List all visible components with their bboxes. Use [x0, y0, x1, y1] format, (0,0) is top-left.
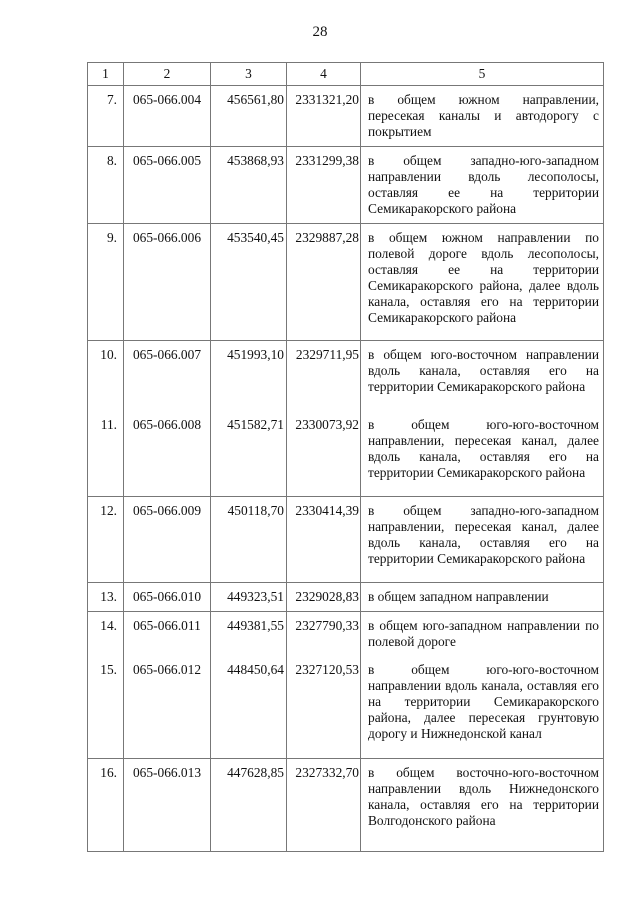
- point-code: 065-066.013: [124, 758, 211, 851]
- header-col-4: 4: [287, 63, 361, 86]
- direction-description: в общем западно-юго-западном направлении вдоль лесополосы, оставляя ее на территории Семикаракорского района: [361, 147, 604, 224]
- row-number: 10.: [88, 341, 124, 411]
- coord-x: 456561,80: [211, 86, 287, 147]
- row-number: 9.: [88, 224, 124, 341]
- coord-y: 2327332,70: [287, 758, 361, 851]
- point-code: 065-066.004: [124, 86, 211, 147]
- point-code: 065-066.009: [124, 497, 211, 583]
- table-row: [88, 656, 604, 758]
- header-col-1: 1: [88, 63, 124, 86]
- header-col-2: 2: [124, 63, 211, 86]
- point-code: 065-066.012: [124, 656, 211, 758]
- coord-y: 2329887,28: [287, 224, 361, 341]
- table-row: [88, 583, 604, 612]
- coord-x: 448450,64: [211, 656, 287, 758]
- page-number: 28: [312, 24, 328, 40]
- boundary-points-table: [87, 62, 604, 852]
- direction-description: в общем восточно-юго-восточном направлении вдоль Нижнедонского канала, оставляя его на территории Волгодонского района: [361, 758, 604, 851]
- row-number: 7.: [88, 86, 124, 147]
- coord-x: 449323,51: [211, 583, 287, 612]
- table-row: [88, 86, 604, 147]
- row-number: 15.: [88, 656, 124, 758]
- direction-description: в общем западно-юго-западном направлении, пересекая канал, далее вдоль канала, оставляя его на территории Семикаракорского района: [361, 497, 604, 583]
- point-code: 065-066.008: [124, 411, 211, 497]
- coord-x: 447628,85: [211, 758, 287, 851]
- table-row: [88, 758, 604, 851]
- coord-y: 2331299,38: [287, 147, 361, 224]
- point-code: 065-066.007: [124, 341, 211, 411]
- table-header-row: [88, 63, 604, 86]
- direction-description: в общем западном направлении: [361, 583, 604, 612]
- point-code: 065-066.006: [124, 224, 211, 341]
- table-row: [88, 341, 604, 411]
- table-row: [88, 411, 604, 497]
- coord-x: 451993,10: [211, 341, 287, 411]
- coord-x: 453868,93: [211, 147, 287, 224]
- row-number: 14.: [88, 612, 124, 657]
- direction-description: в общем юго-восточном направлении вдоль канала, оставляя его на территории Семикаракорского района: [361, 341, 604, 411]
- row-number: 12.: [88, 497, 124, 583]
- coord-x: 453540,45: [211, 224, 287, 341]
- direction-description: в общем юго-юго-восточном направлении вдоль канала, оставляя его на территории Семикаракорского района, далее пересекая грунтовую дорогу и Нижнедонской канал: [361, 656, 604, 758]
- point-code: 065-066.010: [124, 583, 211, 612]
- coord-y: 2329711,95: [287, 341, 361, 411]
- coord-x: 451582,71: [211, 411, 287, 497]
- row-number: 8.: [88, 147, 124, 224]
- direction-description: в общем юго-западном направлении по полевой дороге: [361, 612, 604, 657]
- table-row: [88, 224, 604, 341]
- coord-y: 2331321,20: [287, 86, 361, 147]
- coord-y: 2327790,33: [287, 612, 361, 657]
- row-number: 11.: [88, 411, 124, 497]
- table-row: [88, 147, 604, 224]
- direction-description: в общем юго-юго-восточном направлении, пересекая канал, далее вдоль канала, оставляя его на территории Семикаракорского района: [361, 411, 604, 497]
- table-row: [88, 497, 604, 583]
- coord-y: 2330414,39: [287, 497, 361, 583]
- coord-y: 2329028,83: [287, 583, 361, 612]
- header-col-5: 5: [361, 63, 604, 86]
- direction-description: в общем южном направлении по полевой дороге вдоль лесополосы, оставляя ее на территории Семикаракорского района, далее вдоль канала, оставляя его на территории Семикаракорского района: [361, 224, 604, 341]
- coord-y: 2330073,92: [287, 411, 361, 497]
- direction-description: в общем южном направлении, пересекая каналы и автодорогу с покрытием: [361, 86, 604, 147]
- row-number: 16.: [88, 758, 124, 851]
- header-col-3: 3: [211, 63, 287, 86]
- coord-x: 449381,55: [211, 612, 287, 657]
- coord-y: 2327120,53: [287, 656, 361, 758]
- row-number: 13.: [88, 583, 124, 612]
- point-code: 065-066.005: [124, 147, 211, 224]
- point-code: 065-066.011: [124, 612, 211, 657]
- coord-x: 450118,70: [211, 497, 287, 583]
- table-row: [88, 612, 604, 657]
